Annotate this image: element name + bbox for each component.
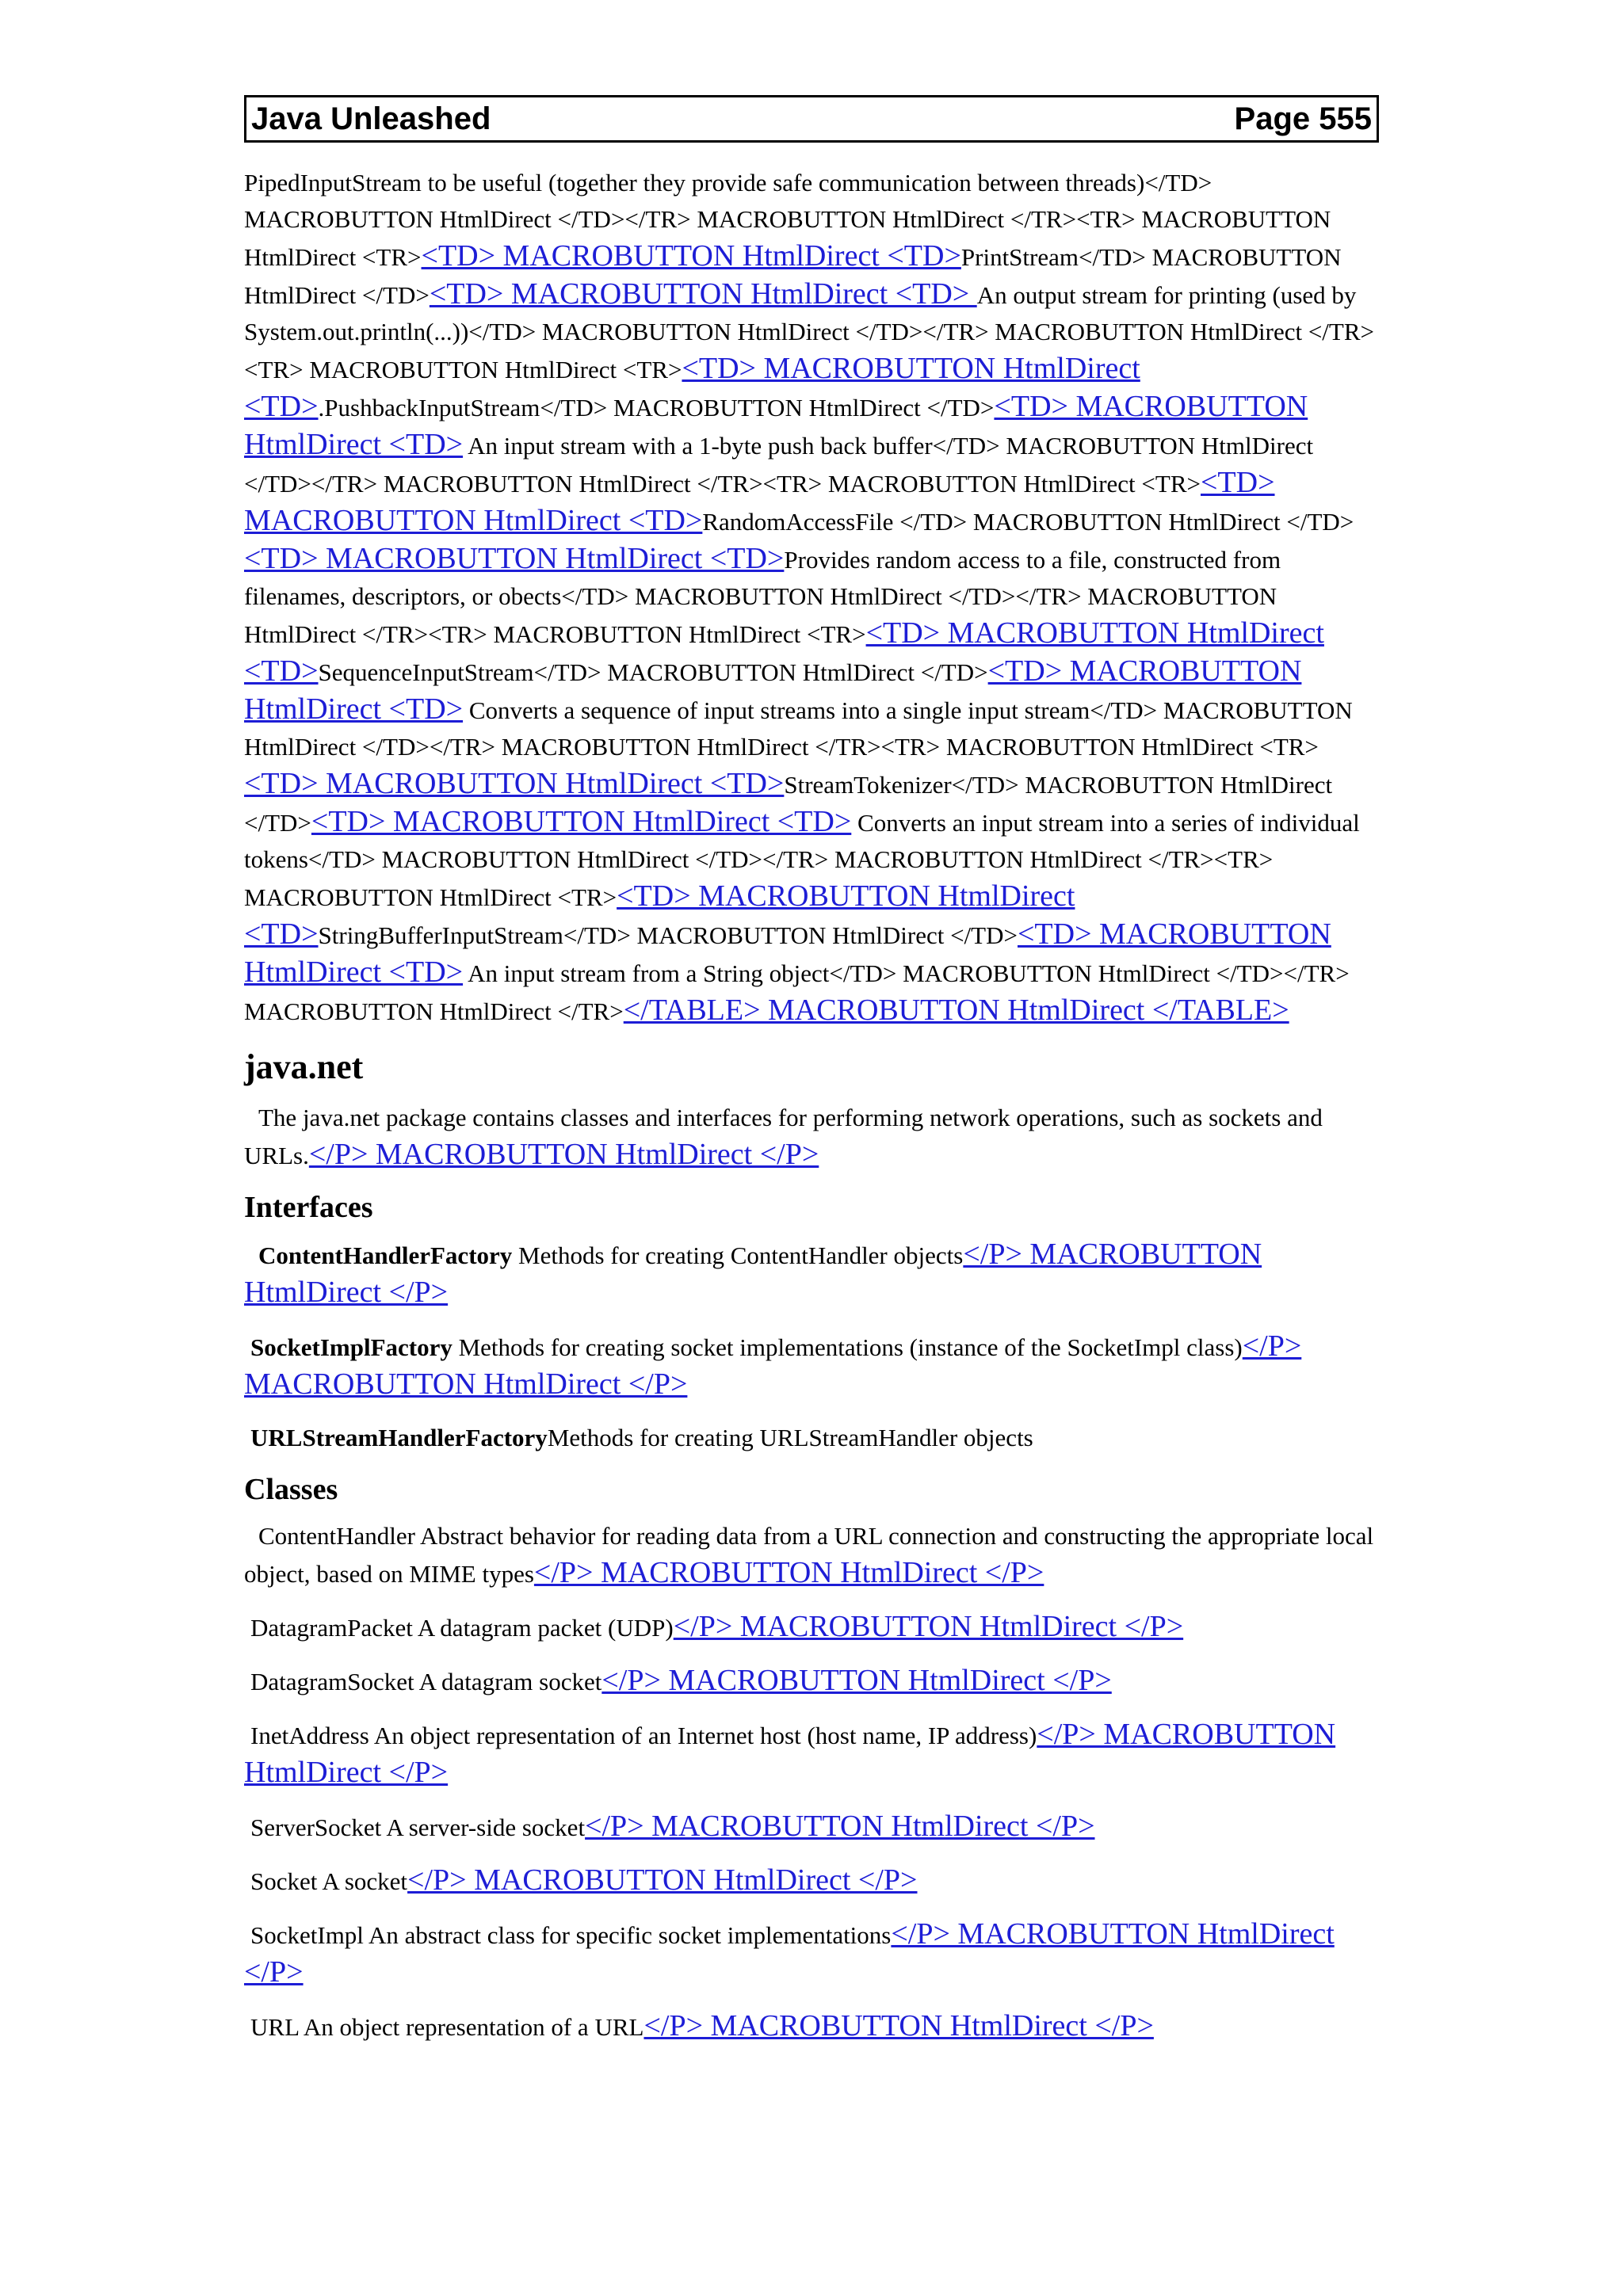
table-text-run: .PushbackInputStream</TD> MACROBUTTON HtmlDirect </TD> [318,394,995,421]
table-text-run: StringBufferInputStream</TD> MACROBUTTON HtmlDirect </TD> [318,921,1018,949]
class-description: Socket A socket [250,1867,408,1895]
table-text-run: An output stream for printing (used by System.out.println(...))</TD> MACROBUTTON HtmlDirect </TD></TR> MACROBUTTON HtmlDirect </TR><TR> MACROBUTTON HtmlDirect <TR> [244,281,1375,383]
macrobutton-link[interactable]: <TD> MACROBUTTON HtmlDirect <TD> [244,616,1324,688]
class-description: URL An object representation of a URL [250,2013,644,2041]
table-text-run: Converts a sequence of input streams into a single input stream</TD> MACROBUTTON HtmlDirect </TD></TR> MACROBUTTON HtmlDirect </TR><TR> MACROBUTTON HtmlDirect <TR> [244,696,1353,761]
macrobutton-link[interactable]: </P> MACROBUTTON HtmlDirect </P> [533,1556,1044,1589]
interface-name: ContentHandlerFactory [258,1241,513,1269]
macrobutton-link[interactable]: </TABLE> MACROBUTTON HtmlDirect </TABLE> [623,994,1289,1027]
interface-entry [244,1420,1379,1456]
class-description: SocketImpl An abstract class for specific socket implementations [250,1921,892,1949]
interface-name: SocketImplFactory [250,1333,453,1361]
table-text-run: StreamTokenizer</TD> MACROBUTTON HtmlDirect </TD> [244,771,1333,837]
macrobutton-link[interactable]: <TD> MACROBUTTON HtmlDirect <TD> [244,352,1140,423]
macrobutton-link[interactable]: <TD> MACROBUTTON HtmlDirect <TD> [244,879,1075,951]
macrobutton-link[interactable]: </P> MACROBUTTON HtmlDirect </P> [601,1664,1112,1697]
interface-entry [244,1328,1379,1404]
interface-description: Methods for creating socket implementations (instance of the SocketImpl class) [452,1333,1243,1361]
table-text-run: An input stream with a 1-byte push back buffer</TD> MACROBUTTON HtmlDirect </TD></TR> MACROBUTTON HtmlDirect </TR><TR> MACROBUTTON HtmlDirect <TR> [244,432,1314,498]
macrobutton-link[interactable]: <TD> MACROBUTTON HtmlDirect <TD> [244,542,785,575]
class-entry [244,1862,1379,1900]
table-text-run: Provides random access to a file, constructed from filenames, descriptors, or obects</TD> MACROBUTTON HtmlDirect </TD></TR> MACROBUTTON HtmlDirect </TR><TR> MACROBUTTON HtmlDirect <TR> [244,546,1281,648]
macrobutton-link[interactable]: </P> MACROBUTTON HtmlDirect </P> [244,1718,1336,1789]
macrobutton-link[interactable]: <TD> MACROBUTTON HtmlDirect <TD> [429,277,977,311]
package-intro-text: The java.net package contains classes and interfaces for performing network operations, such as sockets and URLs. [244,1104,1323,1169]
class-description: InetAddress An object representation of an Internet host (host name, IP address) [250,1722,1037,1749]
class-entry [244,1716,1379,1792]
classes-list [244,1518,1379,2046]
macrobutton-link[interactable]: <TD> MACROBUTTON HtmlDirect <TD> [244,654,1302,726]
table-text-run: PrintStream</TD> MACROBUTTON HtmlDirect </TD> [244,243,1342,309]
class-entry [244,1916,1379,1992]
macrobutton-link[interactable]: <TD> MACROBUTTON HtmlDirect <TD> [311,805,852,838]
macrobutton-link[interactable]: </P> MACROBUTTON HtmlDirect </P> [244,1238,1262,1309]
macrobutton-link[interactable]: <TD> MACROBUTTON HtmlDirect <TD> [244,390,1308,461]
class-entry [244,1808,1379,1846]
page-header [244,95,1379,143]
class-entry [244,1608,1379,1646]
class-entry [244,1518,1379,1592]
table-text-run: SequenceInputStream</TD> MACROBUTTON HtmlDirect </TD> [318,658,988,686]
table-text-run: RandomAccessFile </TD> MACROBUTTON HtmlDirect </TD> [702,508,1354,536]
table-text-run: An input stream from a String object</TD> MACROBUTTON HtmlDirect </TD></TR> MACROBUTTON HtmlDirect </TR> [244,959,1350,1025]
table-text-run: PipedInputStream to be useful (together they provide safe communication between threads)</TD> MACROBUTTON HtmlDirect </TD></TR> MACROBUTTON HtmlDirect </TR><TR> MACROBUTTON HtmlDirect <TR> [244,169,1331,271]
class-entry [244,2008,1379,2046]
macrobutton-link[interactable]: </P> MACROBUTTON HtmlDirect </P> [643,2009,1154,2042]
class-description: DatagramPacket A datagram packet (UDP) [250,1614,674,1642]
class-description: DatagramSocket A datagram socket [250,1668,602,1695]
class-entry [244,1662,1379,1700]
macrobutton-link[interactable]: <TD> MACROBUTTON HtmlDirect <TD> [421,239,961,273]
package-intro [244,1100,1379,1174]
table-residue-paragraph [244,165,1379,1030]
document-body [244,165,1379,2046]
macrobutton-link[interactable]: <TD> MACROBUTTON HtmlDirect <TD> [244,767,785,800]
macrobutton-link[interactable]: </P> MACROBUTTON HtmlDirect </P> [673,1610,1184,1643]
macrobutton-link[interactable]: </P> MACROBUTTON HtmlDirect </P> [244,1917,1335,1989]
classes-heading: Classes [244,1473,338,1506]
macrobutton-link[interactable]: </P> MACROBUTTON HtmlDirect </P> [585,1810,1095,1843]
class-description: ServerSocket A server-side socket [250,1814,586,1841]
page-number: Page 555 [1234,101,1372,136]
interfaces-list [244,1236,1379,1456]
interface-entry [244,1236,1379,1312]
page [244,95,1379,2061]
macrobutton-link[interactable]: </P> MACROBUTTON HtmlDirect </P> [407,1863,918,1897]
table-text-run: Converts an input stream into a series of individual tokens</TD> MACROBUTTON HtmlDirect </TD></TR> MACROBUTTON HtmlDirect </TR><TR> MACROBUTTON HtmlDirect <TR> [244,809,1360,911]
interface-description: Methods for creating URLStreamHandler objects [547,1424,1033,1451]
macrobutton-link[interactable]: <TD> MACROBUTTON HtmlDirect <TD> [244,917,1331,989]
interface-description: Methods for creating ContentHandler objects [512,1241,964,1269]
class-description: ContentHandler Abstract behavior for reading data from a URL connection and constructing the appropriate local object, based on MIME types [244,1522,1374,1588]
macrobutton-link[interactable]: </P> MACROBUTTON HtmlDirect </P> [244,1329,1302,1401]
package-heading: java.net [244,1047,364,1086]
book-title: Java Unleashed [251,101,491,136]
interface-name: URLStreamHandlerFactory [250,1424,548,1451]
macrobutton-link[interactable]: </P> MACROBUTTON HtmlDirect </P> [308,1138,819,1171]
interfaces-heading: Interfaces [244,1191,373,1224]
macrobutton-link[interactable]: <TD> MACROBUTTON HtmlDirect <TD> [244,466,1275,537]
